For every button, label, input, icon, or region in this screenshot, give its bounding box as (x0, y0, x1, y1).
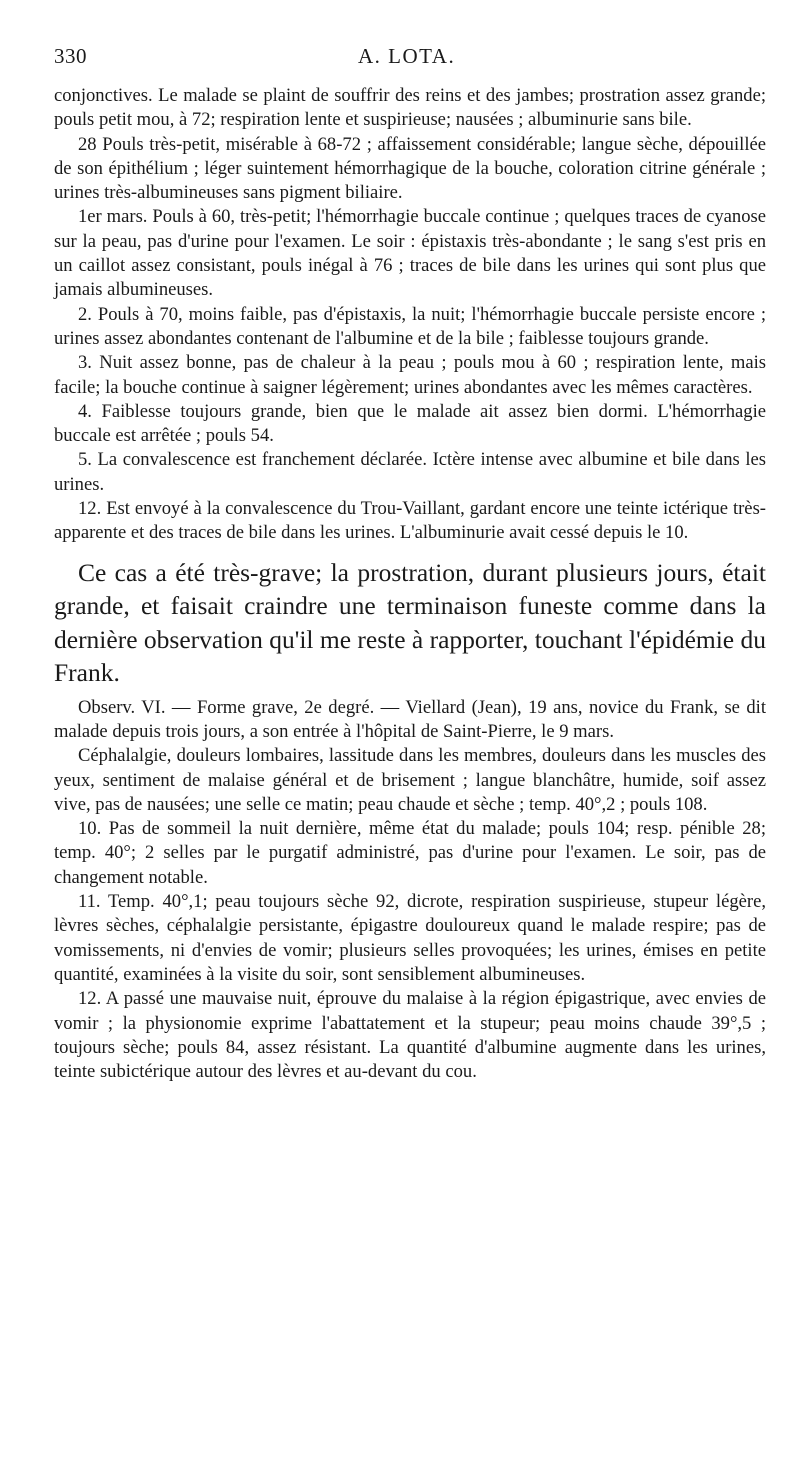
paragraph: conjonctives. Le malade se plaint de souffrir des reins et des jambes; prostration assez grande; pouls petit mou, à 72; respiration lente et suspirieuse; nausées ; albuminurie sans bile. (54, 85, 766, 131)
paragraph: 10. Pas de sommeil la nuit dernière, même état du malade; pouls 104; resp. pénible 28; temp. 40°; 2 selles par le purgatif administré, pas d'urine pour l'examen. Le soir, pas de changement notable. (54, 818, 766, 888)
body-text (54, 84, 766, 1084)
commentary-paragraph: Ce cas a été très-grave; la prostration, durant plusieurs jours, était grande, et faisait craindre une terminaison funeste comme dans la dernière observation qu'il me reste à rapporter, touchant l'épidémie du Frank. (54, 557, 766, 688)
book-page (54, 44, 766, 1084)
running-title: A. LOTA. (358, 44, 456, 68)
paragraph: 12. Est envoyé à la convalescence du Trou-Vaillant, gardant encore une teinte ictérique très-apparente et des traces de bile dans les urines. L'albuminurie avait cessé depuis le 10. (54, 498, 766, 544)
paragraph: 28 Pouls très-petit, misérable à 68-72 ; affaissement considérable; langue sèche, dépouillée de son épithélium ; léger suintement hémorrhagique de la bouche, coloration citrine générale ; urines très-albumineuses sans pigment biliaire. (54, 133, 766, 204)
page-header (54, 44, 766, 84)
paragraph: 5. La convalescence est franchement déclarée. Ictère intense avec albumine et bile dans les urines. (54, 449, 766, 495)
paragraph: 12. A passé une mauvaise nuit, éprouve du malaise à la région épigastrique, avec envies de vomir ; la physionomie exprime l'abattatement et la stupeur; peau moins chaude 39°,5 ; toujours sèche; pouls 84, assez résistant. La quantité d'albumine augmente dans les urines, teinte subictérique autour des lèvres et au-devant du cou. (54, 988, 766, 1083)
paragraph: 11. Temp. 40°,1; peau toujours sèche 92, dicrote, respiration suspirieuse, stupeur légère, lèvres sèches, céphalalgie persistante, épigastre douloureux quand le malade respire; pas de vomissements, ni d'envies de vomir; plusieurs selles provoquées; les urines, émises en petite quantité, examinées à la visite du soir, sont sensiblement albumineuses. (54, 891, 766, 985)
paragraph: Céphalalgie, douleurs lombaires, lassitude dans les membres, douleurs dans les muscles des yeux, sentiment de malaise général et de brisement ; langue blanchâtre, humide, soif assez vive, pas de nausées; une selle ce matin; peau chaude et sèche ; temp. 40°,2 ; pouls 108. (54, 745, 766, 815)
paragraph: 2. Pouls à 70, moins faible, pas d'épistaxis, la nuit; l'hémorrhagie buccale persiste encore ; urines assez abondantes contenant de l'albumine et de la bile ; faiblesse toujours grande. (54, 303, 766, 349)
paragraph: 4. Faiblesse toujours grande, bien que le malade ait assez bien dormi. L'hémorrhagie buccale est arrêtée ; pouls 54. (54, 400, 766, 447)
paragraph: 3. Nuit assez bonne, pas de chaleur à la peau ; pouls mou à 60 ; respiration lente, mais facile; la bouche continue à saigner légèrement; urines abondantes avec les mêmes caractères. (54, 352, 766, 398)
page-number: 330 (54, 44, 87, 68)
paragraph: 1er mars. Pouls à 60, très-petit; l'hémorrhagie buccale continue ; quelques traces de cyanose sur la peau, pas d'urine pour l'examen. Le soir : épistaxis très-abondante ; le sang s'est pris en un caillot assez consistant, pouls inégal à 76 ; traces de bile dans les urines qui sont plus que jamais albumineuses. (54, 206, 766, 301)
observation-heading-paragraph: Observ. VI. — Forme grave, 2e degré. — Viellard (Jean), 19 ans, novice du Frank, se dit malade depuis trois jours, a son entrée à l'hôpital de Saint-Pierre, le 9 mars. (54, 696, 766, 742)
